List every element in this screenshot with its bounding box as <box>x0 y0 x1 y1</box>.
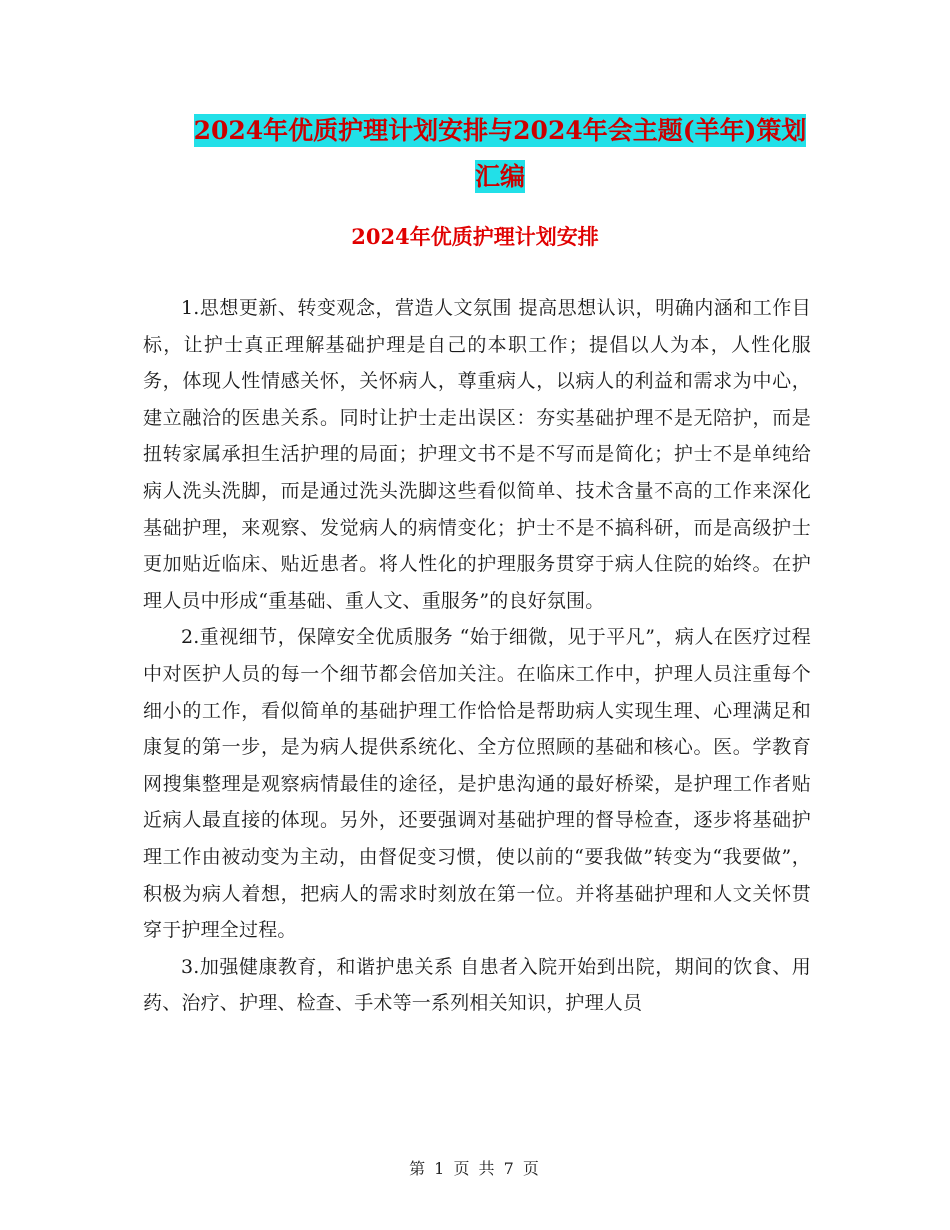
paragraph-1: 1.思想更新、转变观念，营造人文氛围 提高思想认识，明确内涵和工作目标，让护士真正理解基础护理是自己的本职工作；提倡以人为本，人性化服务，体现人性情感关怀，关怀病人，尊重病人，以病人的利益和需求为中心，建立融洽的医患关系。同时让护士走出误区：夯实基础护理不是无陪护，而是扭转家属承担生活护理的局面；护理文书不是不写而是简化；护士不是单纯给病人洗头洗脚，而是通过洗头洗脚这些看似简单、技术含量不高的工作来深化基础护理，来观察、发觉病人的病情变化；护士不是不搞科研，而是高级护士更加贴近临床、贴近患者。将人性化的护理服务贯穿于病人住院的始终。在护理人员中形成“重基础、重人文、重服务”的良好氛围。 <box>143 297 811 612</box>
document-title-line2: 汇编 <box>474 162 525 191</box>
page-footer: 第 1 页 共 7 页 <box>409 1159 541 1178</box>
paragraph-3: 3.加强健康教育，和谐护患关系 自患者入院开始到出院，期间的饮食、用药、治疗、护理、检查、手术等一系列相关知识，护理人员 <box>143 955 811 1015</box>
section-title: 2024年优质护理计划安排 <box>351 224 599 249</box>
document-body <box>143 290 811 1022</box>
document-title <box>140 108 860 200</box>
document-title-line1: 2024年优质护理计划安排与2024年会主题(羊年)策划 <box>193 116 807 145</box>
paragraph-2: 2.重视细节，保障安全优质服务 “始于细微，见于平凡”，病人在医疗过程中对医护人员的每一个细节都会倍加关注。在临床工作中，护理人员注重每个细小的工作，看似简单的基础护理工作恰恰是帮助病人实现生理、心理满足和康复的第一步，是为病人提供系统化、全方位照顾的基础和核心。医。学教育网搜集整理是观察病情最佳的途径，是护患沟通的最好桥梁，是护理工作者贴近病人最直接的体现。另外，还要强调对基础护理的督导检查，逐步将基础护理工作由被动变为主动，由督促变习惯，使以前的“要我做”转变为“我要做”，积极为病人着想，把病人的需求时刻放在第一位。并将基础护理和人文关怀贯穿于护理全过程。 <box>143 626 811 942</box>
